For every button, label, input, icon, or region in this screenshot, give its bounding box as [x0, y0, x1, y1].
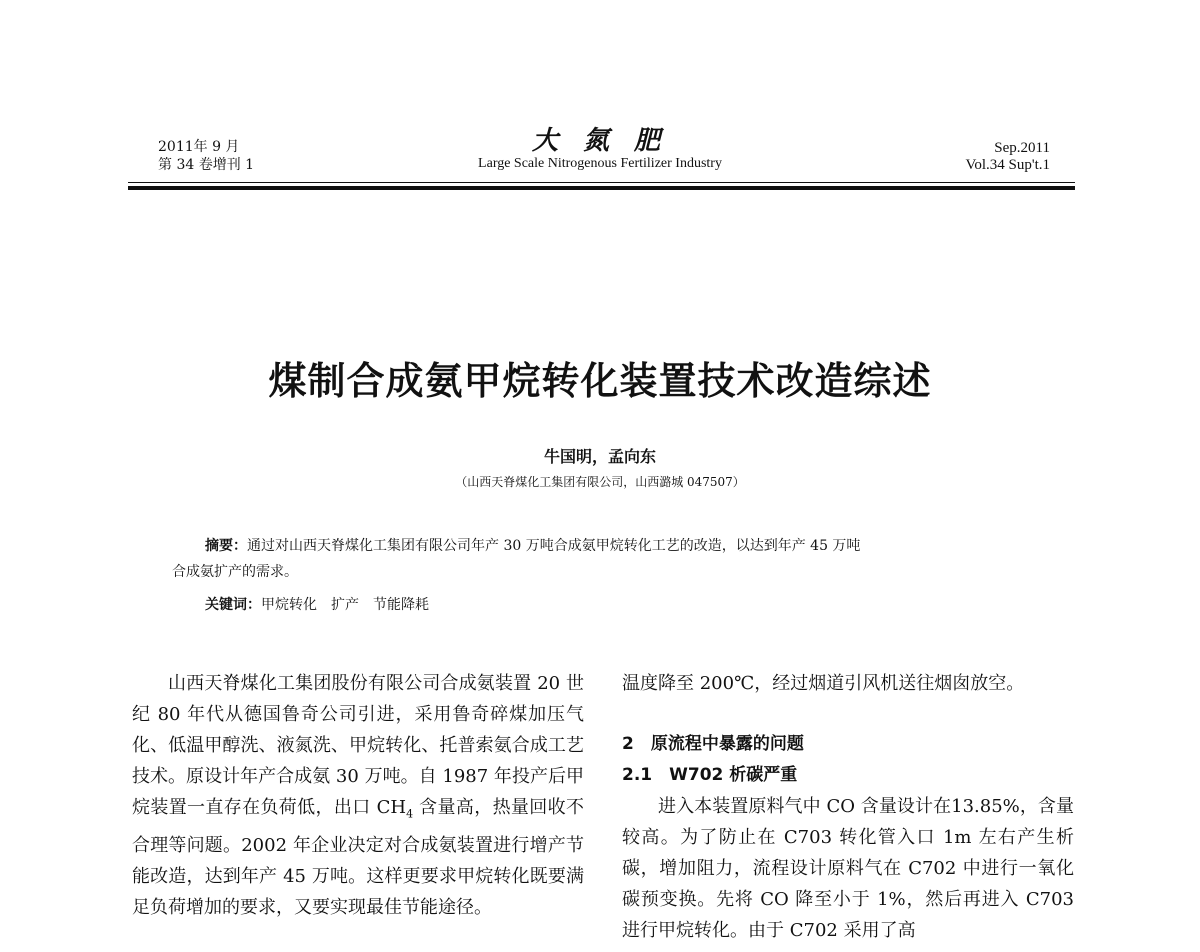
journal-name-en: Large Scale Nitrogenous Fertilizer Industry — [478, 156, 722, 171]
abstract-label: 摘要： — [205, 538, 247, 554]
body-text-ch4-post: 含量高，热量回收不合理等问题。2002 年企业决定对合成氨装置进行增产节能改造，达到年产 45 万吨。这样更要求甲烷转化既要满足负荷增加的要求，又要实现最佳节能途径。 — [132, 797, 584, 918]
abstract-text-line2: 合成氨扩产的需求。 — [172, 564, 298, 580]
section-heading-2: 2 原流程中暴露的问题 — [622, 734, 804, 754]
journal-logo: 大 氮 肥 — [531, 126, 669, 156]
abstract-text-line1: 通过对山西天脊煤化工集团有限公司年产 30 万吨合成氨甲烷转化工艺的改造，以达到年产 45 万吨 — [247, 538, 861, 554]
header-rule-thin — [128, 182, 1075, 183]
article-title: 煤制合成氨甲烷转化装置技术改造综述 — [268, 359, 932, 403]
header-volume-cn: 第 34 卷增刊 1 — [158, 157, 255, 173]
header-right — [965, 140, 1050, 174]
keywords-label: 关键词： — [205, 597, 261, 613]
header-left — [158, 138, 254, 174]
header-date-en: Sep.2011 — [994, 140, 1050, 156]
body-paragraph-continued: 温度降至 200℃，经过烟道引风机送往烟囱放空。 — [622, 673, 1025, 694]
header-date-cn: 2011年 9 月 — [158, 139, 240, 155]
body-text-ch4-sub: 4 — [406, 807, 414, 821]
keywords-text: 甲烷转化 扩产 节能降耗 — [261, 597, 429, 613]
body-text-ch4-pre: 出口 CH — [333, 797, 407, 818]
body-paragraph-intro — [132, 668, 584, 923]
header-volume-en: Vol.34 Sup't.1 — [965, 157, 1050, 173]
article-authors: 牛国明，孟向东 — [543, 447, 656, 466]
body-column-right — [622, 668, 1074, 946]
body-paragraph-section-2-1: 进入本装置原料气中 CO 含量设计在13.85%，含量较高。为了防止在 C703 转化管入口 1m 左右产生析碳，增加阻力，流程设计原料气在 C702 中进行一氧化碳预变换。先将 CO 降至小于 1%，然后再进入 C703 进行甲烷转化。由于 C702 采用了高 — [622, 796, 1074, 941]
article-affiliation: （山西天脊煤化工集团有限公司，山西潞城 047507） — [455, 475, 745, 489]
header-rule-thick — [128, 186, 1075, 190]
keywords — [205, 594, 429, 614]
body-text-intro: 山西天脊煤化工集团股份有限公司合成氨装置 20 世纪 80 年代从德国鲁奇公司引进，采用鲁奇碎煤加压气化、低温甲醇洗、液氮洗、甲烷转化、托普索氨合成工艺技术。原设计年产合成氨 30 万吨。自 1987 年投产后甲烷装置一直存在负荷低， — [132, 673, 584, 818]
section-heading-2-1: 2.1 W702 析碳严重 — [622, 765, 798, 785]
header-center — [380, 126, 820, 172]
body-column-left — [132, 668, 584, 923]
abstract — [172, 533, 1042, 585]
